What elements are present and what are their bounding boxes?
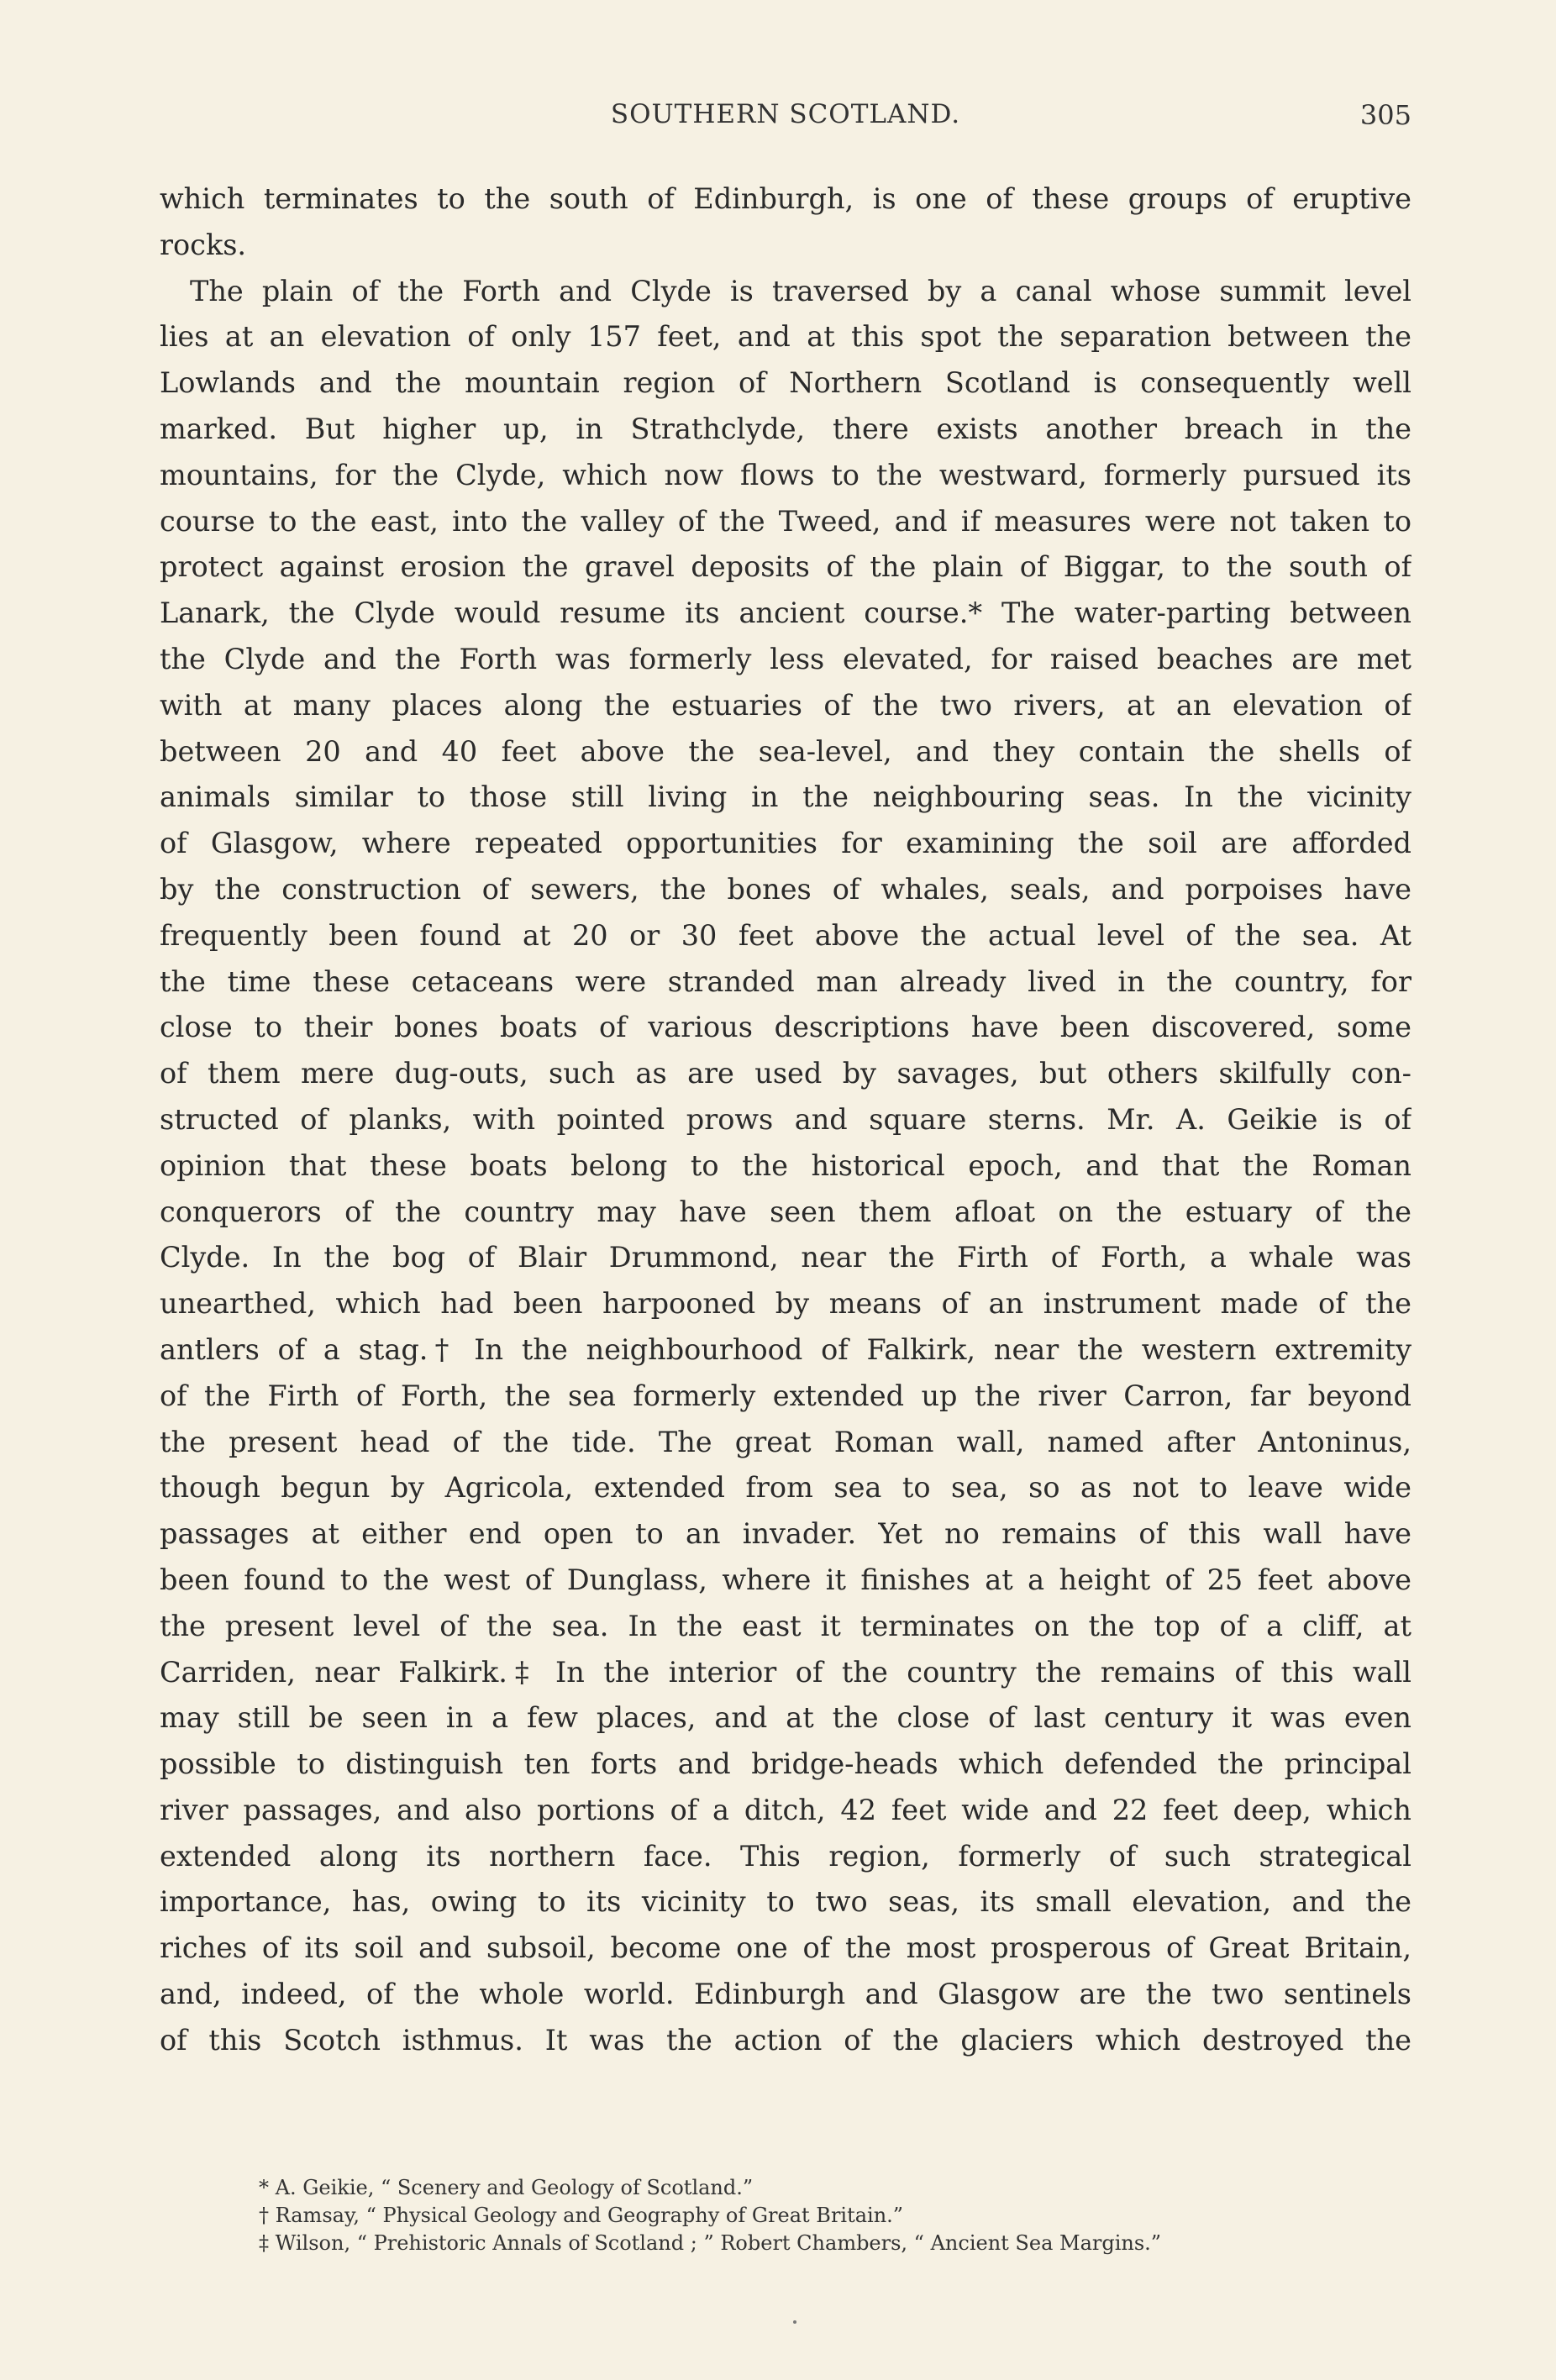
text-line: The plain of the Forth and Clyde is traversed by a canal whose summit level [190,274,1411,307]
footnote: † Ramsay, “ Physical Geology and Geography of Great Britain.” [259,2204,904,2227]
text-line: possible to distinguish ten forts and bridge-heads which defended the principal [160,1747,1411,1781]
text-line: course to the east, into the valley of the Tweed, and if measures were not taken to [160,504,1411,538]
text-line: conquerors of the country may have seen them afloat on the estuary of the [160,1195,1411,1228]
paper-speck [793,2320,796,2324]
text-line: structed of planks, with pointed prows and square sterns. Mr. A. Geikie is of [160,1102,1411,1136]
text-line: been found to the west of Dunglass, where it finishes at a height of 25 feet above [160,1563,1411,1596]
text-line: of this Scotch isthmus. It was the action of the glaciers which destroyed the [160,2023,1411,2057]
footnote: * A. Geikie, “ Scenery and Geology of Scotland.” [259,2176,754,2199]
text-line: Clyde. In the bog of Blair Drummond, near the Firth of Forth, a whale was [160,1241,1411,1274]
running-head [160,99,1411,141]
footnotes [259,2174,1351,2257]
text-line: river passages, and also portions of a ditch, 42 feet wide and 22 feet deep, which [160,1793,1411,1826]
text-line: close to their bones boats of various descriptions have been discovered, some [160,1011,1411,1044]
text-line: passages at either end open to an invader. Yet no remains of this wall have [160,1517,1411,1551]
text-line: the present level of the sea. In the east it terminates on the top of a cliff, at [160,1609,1411,1642]
text-line: Lowlands and the mountain region of Northern Scotland is consequently well [160,366,1411,400]
text-line: mountains, for the Clyde, which now flows to the westward, formerly pursued its [160,458,1411,491]
text-line: opinion that these boats belong to the historical epoch, and that the Roman [160,1148,1411,1182]
text-line: lies at an elevation of only 157 feet, and at this spot the separation between the [160,320,1411,354]
text-line: of the Firth of Forth, the sea formerly extended up the river Carron, far beyond [160,1379,1411,1412]
text-line: marked. But higher up, in Strathclyde, there exists another breach in the [160,412,1411,445]
text-line: protect against erosion the gravel deposits of the plain of Biggar, to the south of [160,550,1411,584]
text-line: unearthed, which had been harpooned by means of an instrument made of the [160,1287,1411,1321]
text-line: riches of its soil and subsoil, become one of the most prosperous of Great Britain, [160,1931,1411,1965]
text-line: Carriden, near Falkirk.‡ In the interior of the country the remains of this wall [160,1655,1411,1689]
page-number: 305 [1359,99,1411,131]
text-line: the present head of the tide. The great Roman wall, named after Antoninus, [160,1425,1411,1458]
running-title: SOUTHERN SCOTLAND. [610,99,961,129]
footnote: ‡ Wilson, “ Prehistoric Annals of Scotland ; ” Robert Chambers, “ Ancient Sea Margins.” [259,2231,1162,2255]
text-line: extended along its northern face. This region, formerly of such strategical [160,1839,1411,1873]
text-line: and, indeed, of the whole world. Edinburgh and Glasgow are the two sentinels [160,1978,1411,2011]
text-line: which terminates to the south of Edinburgh, is one of these groups of eruptive [160,182,1411,215]
text-line: of them mere dug-outs, such as are used by savages, but others skilfully con- [160,1057,1411,1090]
text-line: rocks. [160,228,247,261]
text-line: importance, has, owing to its vicinity to two seas, its small elevation, and the [160,1885,1411,1919]
text-line: between 20 and 40 feet above the sea-level, and they contain the shells of [160,734,1411,768]
text-line: Lanark, the Clyde would resume its ancient course.* The water-parting between [160,596,1411,630]
text-line: the Clyde and the Forth was formerly less elevated, for raised beaches are met [160,642,1411,675]
body-text [160,176,1411,2064]
text-line: of Glasgow, where repeated opportunities for examining the soil are afforded [160,827,1411,860]
text-line: frequently been found at 20 or 30 feet above the actual level of the sea. At [160,918,1411,952]
text-line: the time these cetaceans were stranded man already lived in the country, for [160,964,1411,998]
text-line: with at many places along the estuaries of the two rivers, at an elevation of [160,688,1411,722]
text-line: though begun by Agricola, extended from sea to sea, so as not to leave wide [160,1471,1411,1505]
text-line: animals similar to those still living in the neighbouring seas. In the vicinity [160,780,1411,814]
text-line: by the construction of sewers, the bones of whales, seals, and porpoises have [160,872,1411,906]
text-line: may still be seen in a few places, and at the close of last century it was even [160,1701,1411,1735]
text-line: antlers of a stag.† In the neighbourhood of Falkirk, near the western extremity [160,1332,1411,1366]
